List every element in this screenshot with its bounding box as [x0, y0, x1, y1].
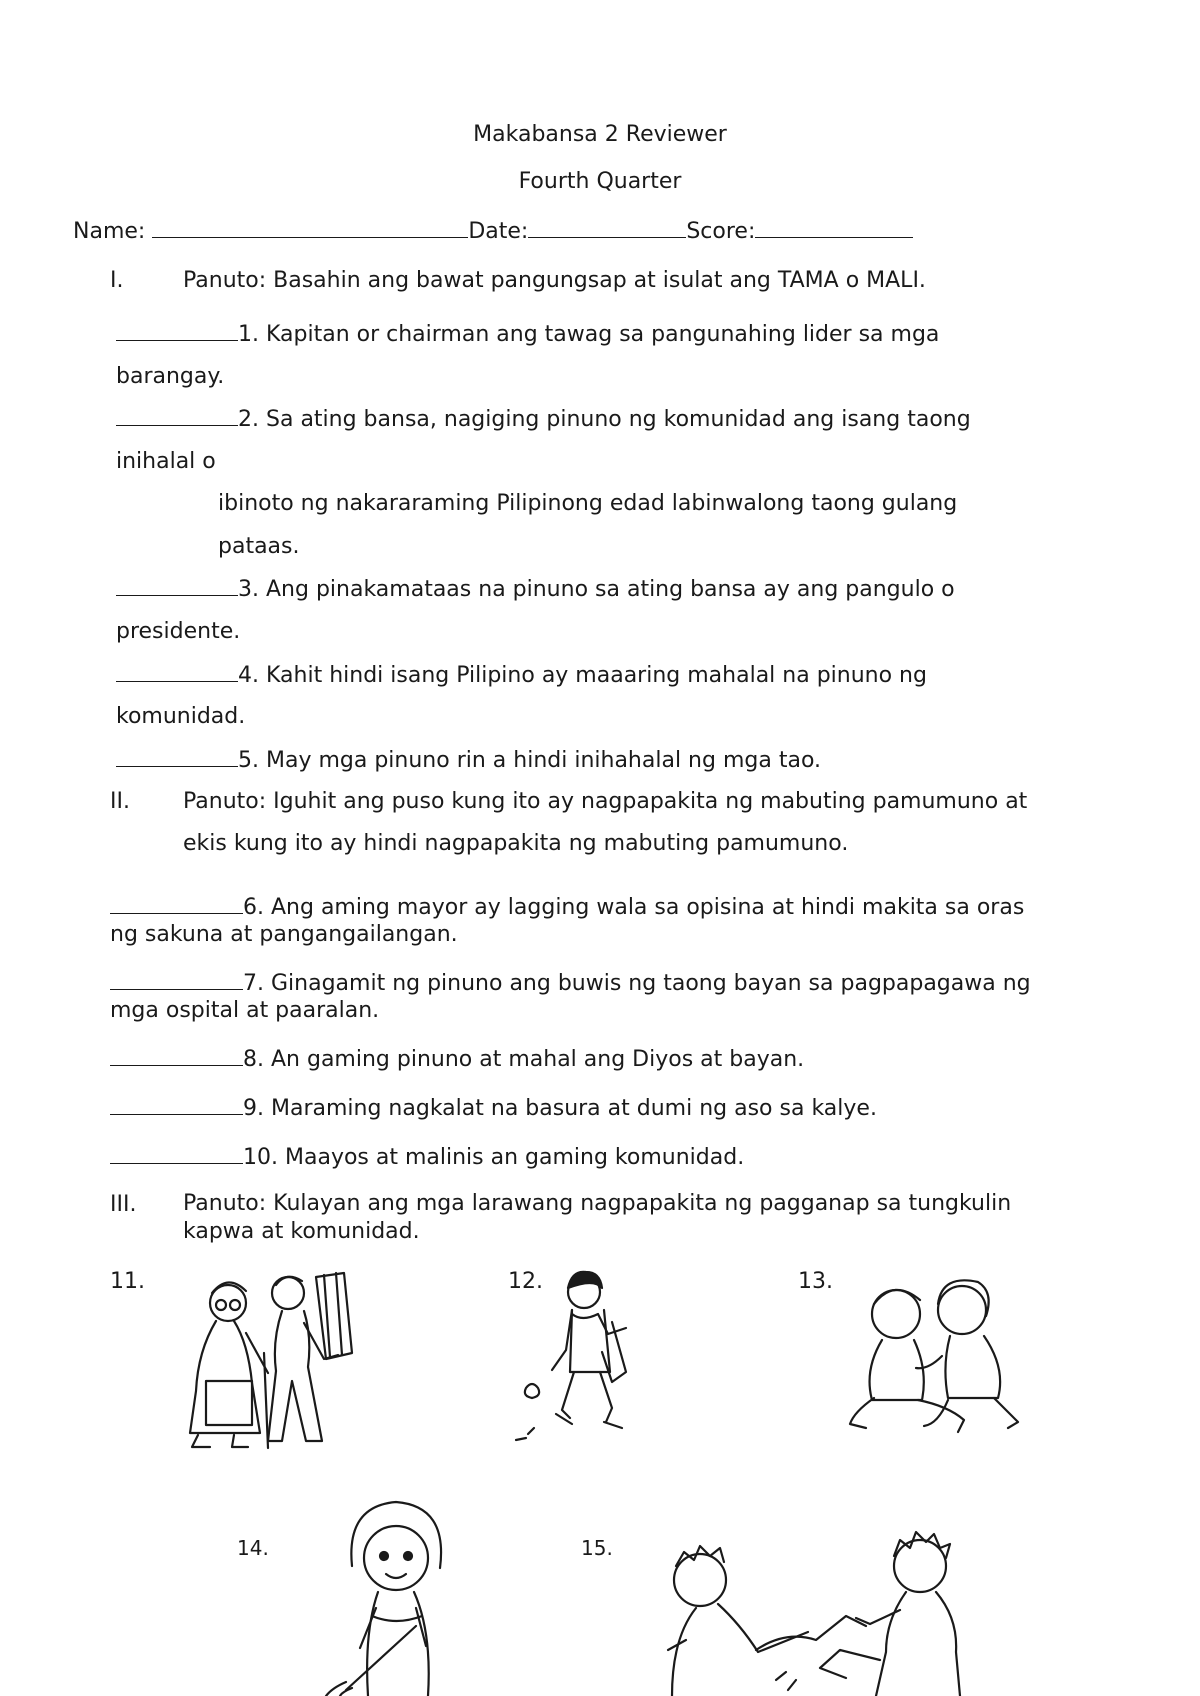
- question-number: 6.: [243, 895, 264, 920]
- question-text: Kahit hindi isang Pilipino ay maaaring mahalal na pinuno ng: [266, 663, 927, 688]
- question-text: Ang aming mayor ay lagging wala sa opisina at hindi makita sa oras: [271, 895, 1025, 920]
- part3-instruction: Panuto: Kulayan ang mga larawang nagpapakita ng pagganap sa tungkulin: [183, 1191, 1012, 1216]
- answer-blank-6[interactable]: [110, 893, 243, 914]
- question-4-cont: komunidad.: [116, 704, 246, 729]
- question-number: 1.: [238, 322, 259, 347]
- picture-number-11: 11.: [110, 1269, 145, 1294]
- question-2-cont: inihalal o: [116, 449, 216, 474]
- question-number: 8.: [243, 1047, 264, 1072]
- question-number: 9.: [243, 1096, 264, 1121]
- question-4: [116, 661, 927, 690]
- score-label: Score:: [686, 219, 756, 244]
- answer-blank-9[interactable]: [110, 1094, 243, 1115]
- picture-number-13: 13.: [798, 1269, 833, 1294]
- date-field[interactable]: [528, 217, 686, 238]
- date-label: Date:: [468, 219, 529, 244]
- question-6-cont: ng sakuna at pangangailangan.: [110, 922, 458, 947]
- question-number: 2.: [238, 407, 259, 432]
- part2-numeral: II.: [110, 789, 130, 814]
- question-9: [110, 1094, 877, 1123]
- boy-littering-icon[interactable]: [512, 1264, 652, 1450]
- answer-blank-10[interactable]: [110, 1143, 243, 1164]
- question-text: May mga pinuno rin a hindi inihahalal ng mga tao.: [266, 748, 822, 773]
- name-label: Name:: [73, 219, 146, 244]
- part3-numeral: III.: [110, 1192, 137, 1217]
- question-text: Maayos at malinis an gaming komunidad.: [285, 1145, 745, 1170]
- question-number: 3.: [238, 577, 259, 602]
- girl-sweeping-icon[interactable]: [316, 1496, 476, 1696]
- question-8: [110, 1045, 804, 1074]
- question-number: 7.: [243, 971, 264, 996]
- answer-blank-2[interactable]: [116, 405, 238, 426]
- part2-instruction: Panuto: Iguhit ang puso kung ito ay nagpapakita ng mabuting pamumuno at: [183, 789, 1028, 814]
- answer-blank-3[interactable]: [116, 575, 238, 596]
- answer-blank-5[interactable]: [116, 746, 238, 767]
- part3-instruction-cont: kapwa at komunidad.: [183, 1219, 420, 1244]
- children-fighting-icon[interactable]: [656, 1530, 970, 1696]
- question-text: Maraming nagkalat na basura at dumi ng aso sa kalye.: [271, 1096, 877, 1121]
- elder-helped-carry-bags-icon[interactable]: [176, 1263, 356, 1455]
- question-text: An gaming pinuno at mahal ang Diyos at bayan.: [271, 1047, 805, 1072]
- question-number: 5.: [238, 748, 259, 773]
- question-2-cont-3: pataas.: [218, 534, 300, 559]
- answer-blank-7[interactable]: [110, 969, 243, 990]
- question-3-cont: presidente.: [116, 619, 241, 644]
- question-number: 10.: [243, 1145, 278, 1170]
- name-field[interactable]: [152, 217, 468, 238]
- picture-number-14: 14.: [237, 1536, 269, 1560]
- question-1: [116, 320, 939, 349]
- part1-numeral: I.: [110, 268, 124, 293]
- question-number: 4.: [238, 663, 259, 688]
- question-text: Kapitan or chairman ang tawag sa pangunahing lider sa mga: [266, 322, 940, 347]
- part2-instruction-cont: ekis kung ito ay hindi nagpapakita ng mabuting pamumuno.: [183, 831, 849, 856]
- question-6: [110, 893, 1024, 921]
- answer-blank-8[interactable]: [110, 1045, 243, 1066]
- question-2: [116, 405, 971, 434]
- picture-number-12: 12.: [508, 1269, 543, 1294]
- question-text: Ginagamit ng pinuno ang buwis ng taong bayan sa pagpapagawa ng: [271, 971, 1031, 996]
- question-10: [110, 1143, 744, 1172]
- score-field[interactable]: [755, 217, 913, 238]
- picture-number-15: 15.: [581, 1536, 613, 1560]
- children-comforting-icon[interactable]: [838, 1270, 1028, 1450]
- part1-instruction: Panuto: Basahin ang bawat pangungsap at isulat ang TAMA o MALI.: [183, 268, 926, 293]
- student-info-line: [73, 217, 913, 246]
- question-7-cont: mga ospital at paaralan.: [110, 998, 380, 1023]
- question-1-cont: barangay.: [116, 364, 225, 389]
- question-5: [116, 746, 821, 775]
- question-7: [110, 969, 1031, 997]
- page-title: Makabansa 2 Reviewer: [473, 122, 727, 147]
- page-subtitle: Fourth Quarter: [518, 169, 682, 194]
- question-2-cont-2: ibinoto ng nakararaming Pilipinong edad labinwalong taong gulang: [218, 491, 958, 516]
- answer-blank-1[interactable]: [116, 320, 238, 341]
- question-text: Ang pinakamataas na pinuno sa ating bansa ay ang pangulo o: [266, 577, 955, 602]
- answer-blank-4[interactable]: [116, 661, 238, 682]
- question-text: Sa ating bansa, nagiging pinuno ng komunidad ang isang taong: [266, 407, 971, 432]
- question-3: [116, 575, 955, 604]
